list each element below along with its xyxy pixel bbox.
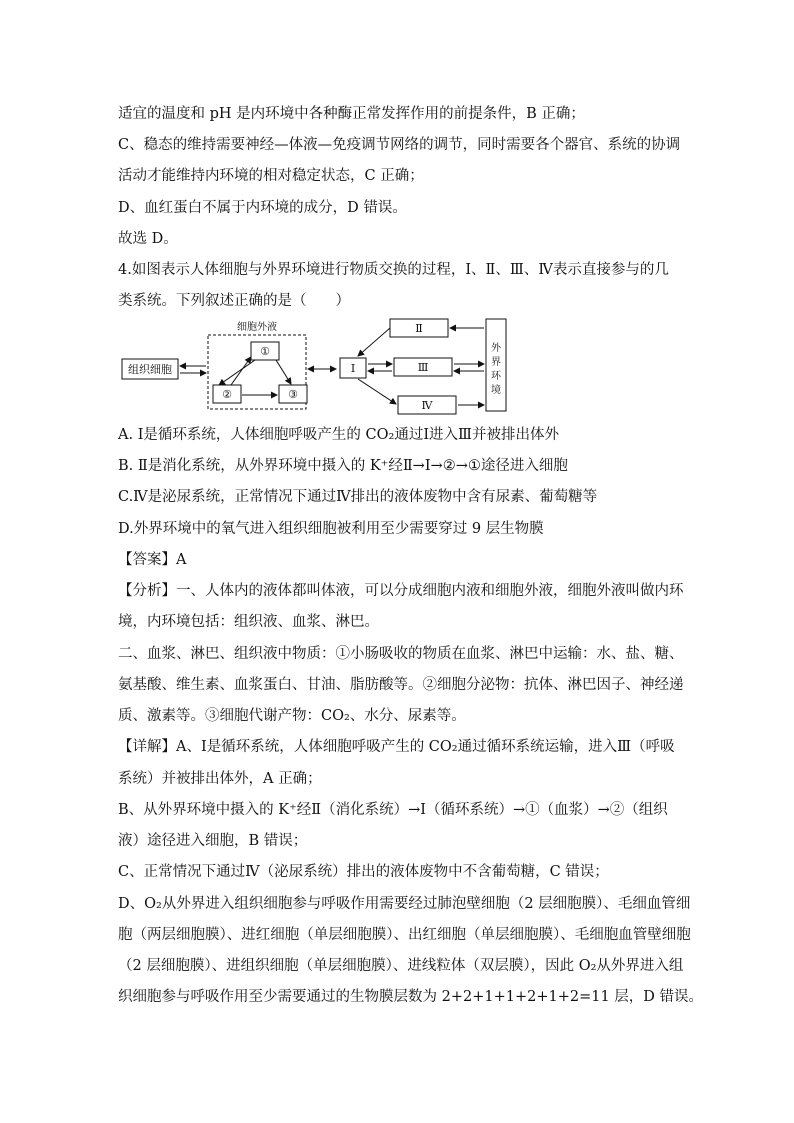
box-1-label: ① [260, 345, 270, 358]
environment-char-3: 环 [491, 371, 501, 382]
system-II-label: Ⅱ [415, 322, 423, 335]
environment-char-4: 境 [491, 385, 501, 396]
system-III-label: Ⅲ [417, 361, 429, 374]
analysis-line-1: 【分析】一、人体内的液体都叫体液，可以分成细胞内液和细胞外液，细胞外液叫做内环 [118, 583, 684, 599]
environment-char-2: 界 [491, 357, 501, 368]
question-stem-line-1: 4.如图表示人体细胞与外界环境进行物质交换的过程，Ⅰ、Ⅱ、Ⅲ、Ⅳ表示直接参与的几 [118, 262, 669, 278]
environment-char-1: 外 [491, 343, 501, 354]
arrow-I-to-IV [358, 379, 396, 404]
text-line-3: 活动才能维持内环境的相对稳定状态，C 正确； [118, 168, 424, 184]
option-b: B. Ⅱ是消化系统，从外界环境中摄入的 K⁺经Ⅱ→Ⅰ→②→①途径进入细胞 [118, 458, 568, 474]
box-3-label: ③ [288, 388, 298, 401]
exchange-diagram [118, 315, 518, 420]
detail-line-8: （2 层细胞膜）、进组织细胞（单层细胞膜）、进线粒体（双层膜），因此 O₂从外界进入组 [118, 958, 684, 974]
answer-line: 【答案】A [118, 552, 187, 568]
arrow-2-to-1 [231, 357, 251, 385]
option-d: D.外界环境中的氧气进入组织细胞被利用至少需要穿过 9 层生物膜 [118, 521, 544, 537]
system-IV-label: Ⅳ [421, 399, 433, 412]
detail-line-1: 【详解】A、Ⅰ是循环系统，人体细胞呼吸产生的 CO₂通过循环系统运输，进入Ⅲ（呼吸 [118, 739, 675, 755]
option-a: A. Ⅰ是循环系统，人体细胞呼吸产生的 CO₂通过Ⅰ进入Ⅲ并被排出体外 [118, 427, 560, 443]
analysis-line-5: 质、激素等。③细胞代谢产物：CO₂、水分、尿素等。 [118, 708, 466, 724]
detail-line-4: 液）途径进入细胞，B 错误； [118, 833, 308, 849]
arrow-1-to-3 [276, 360, 291, 384]
tissue-cell-label: 组织细胞 [128, 363, 172, 376]
analysis-line-4: 氨基酸、维生素、血浆蛋白、甘油、脂肪酸等。②细胞分泌物：抗体、淋巴因子、神经递 [118, 677, 684, 693]
question-stem-line-2: 类系统。下列叙述正确的是（ ） [118, 293, 350, 309]
analysis-line-3: 二、血浆、淋巴、组织液中物质：①小肠吸收的物质在血浆、淋巴中运输：水、盐、糖、 [118, 646, 684, 662]
analysis-line-2: 境，内环境包括：组织液、血浆、淋巴。 [118, 614, 379, 630]
text-line-2: C、稳态的维持需要神经—体液—免疫调节网络的调节，同时需要各个器官、系统的协调 [118, 137, 681, 153]
text-line-1: 适宜的温度和 pH 是内环境中各种酶正常发挥作用的前提条件，B 正确； [118, 106, 585, 122]
detail-line-3: B、从外界环境中摄入的 K⁺经Ⅱ（消化系统）→Ⅰ（循环系统）→①（血浆）→②（组织 [118, 802, 668, 818]
ecf-label: 细胞外液 [237, 322, 277, 333]
system-I-label: Ⅰ [350, 362, 356, 375]
detail-line-7: 胞（两层细胞膜）、进红细胞（单层细胞膜）、出红细胞（单层细胞膜）、毛细胞血管壁细胞 [118, 927, 691, 943]
detail-line-9: 织细胞参与呼吸作用至少需要通过的生物膜层数为 2+2+1+1+2+1+2=11 层，D 错误。 [118, 989, 704, 1005]
arrow-II-to-I [358, 328, 390, 356]
detail-line-5: C、正常情况下通过Ⅳ（泌尿系统）排出的液体废物中不含葡萄糖，C 错误； [118, 864, 609, 880]
option-c: C.Ⅳ是泌尿系统，正常情况下通过Ⅳ排出的液体废物中含有尿素、葡萄糖等 [118, 489, 598, 505]
detail-line-2: 系统）并被排出体外，A 正确； [118, 771, 322, 787]
arrow-1-to-2 [219, 360, 255, 385]
box-2-label: ② [222, 388, 232, 401]
text-line-4: D、血红蛋白不属于内环境的成分，D 错误。 [118, 200, 407, 216]
text-line-5: 故选 D。 [118, 231, 178, 247]
detail-line-6: D、O₂从外界进入组织细胞参与呼吸作用需要经过肺泡壁细胞（2 层细胞膜）、毛细血管细 [118, 896, 691, 912]
